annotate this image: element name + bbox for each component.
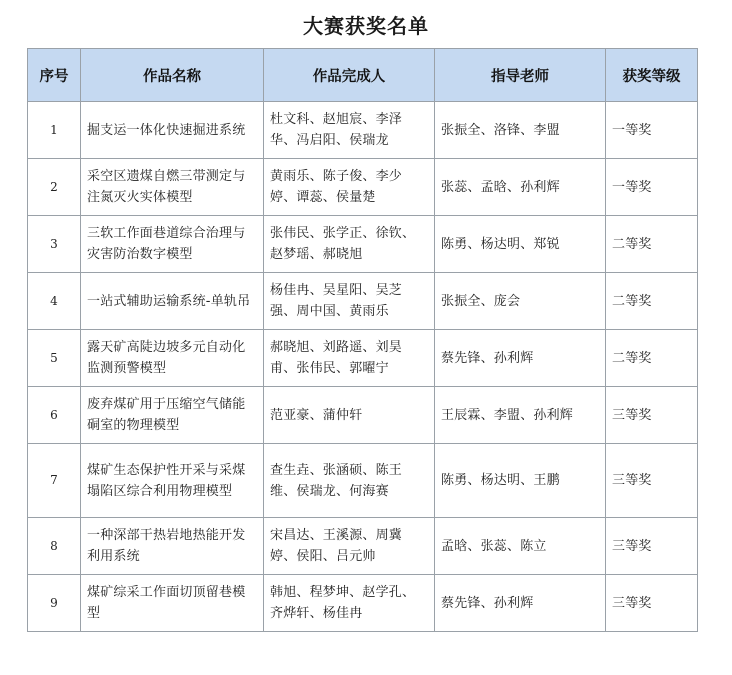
cell-work-name: 三软工作面巷道综合治理与灾害防治数字模型 xyxy=(81,216,264,273)
cell-serial: 1 xyxy=(28,102,81,159)
cell-award: 三等奖 xyxy=(606,575,698,632)
cell-members: 郝晓旭、刘路遥、刘昊甫、张伟民、郭曜宁 xyxy=(264,330,435,387)
cell-members: 宋昌达、王溪源、周冀婷、侯阳、吕元帅 xyxy=(264,518,435,575)
header-advisors: 指导老师 xyxy=(435,49,606,102)
cell-advisors: 张振全、洛锋、李盟 xyxy=(435,102,606,159)
table-row xyxy=(28,216,698,273)
cell-serial: 2 xyxy=(28,159,81,216)
cell-serial: 5 xyxy=(28,330,81,387)
cell-advisors: 蔡先锋、孙利辉 xyxy=(435,575,606,632)
cell-award: 一等奖 xyxy=(606,159,698,216)
cell-work-name: 煤矿综采工作面切顶留巷模型 xyxy=(81,575,264,632)
cell-advisors: 蔡先锋、孙利辉 xyxy=(435,330,606,387)
cell-award: 二等奖 xyxy=(606,216,698,273)
header-work-name: 作品名称 xyxy=(81,49,264,102)
header-members: 作品完成人 xyxy=(264,49,435,102)
table-row xyxy=(28,575,698,632)
table-row xyxy=(28,518,698,575)
cell-work-name: 掘支运一体化快速掘进系统 xyxy=(81,102,264,159)
table-row xyxy=(28,387,698,444)
cell-advisors: 张振全、庞会 xyxy=(435,273,606,330)
cell-work-name: 采空区遗煤自燃三带测定与注氮灭火实体模型 xyxy=(81,159,264,216)
cell-serial: 3 xyxy=(28,216,81,273)
table-row xyxy=(28,273,698,330)
cell-award: 三等奖 xyxy=(606,387,698,444)
cell-serial: 4 xyxy=(28,273,81,330)
cell-work-name: 露天矿高陡边坡多元自动化监测预警模型 xyxy=(81,330,264,387)
header-award-level: 获奖等级 xyxy=(606,49,698,102)
awards-table xyxy=(27,48,698,632)
cell-members: 杨佳冉、吴星阳、吴芝强、周中国、黄雨乐 xyxy=(264,273,435,330)
cell-work-name: 一站式辅助运输系统-单轨吊 xyxy=(81,273,264,330)
cell-serial: 9 xyxy=(28,575,81,632)
cell-award: 三等奖 xyxy=(606,444,698,518)
cell-members: 查生垚、张涵硕、陈王维、侯瑞龙、何海赛 xyxy=(264,444,435,518)
header-serial: 序号 xyxy=(28,49,81,102)
table-row xyxy=(28,159,698,216)
cell-members: 张伟民、张学正、徐钦、赵梦瑶、郝晓旭 xyxy=(264,216,435,273)
table-row xyxy=(28,444,698,518)
cell-members: 范亚豪、蒲仲轩 xyxy=(264,387,435,444)
cell-advisors: 张蕊、孟晗、孙利辉 xyxy=(435,159,606,216)
cell-members: 黄雨乐、陈子俊、李少婷、谭蕊、侯量楚 xyxy=(264,159,435,216)
cell-work-name: 一种深部干热岩地热能开发利用系统 xyxy=(81,518,264,575)
cell-serial: 6 xyxy=(28,387,81,444)
cell-award: 一等奖 xyxy=(606,102,698,159)
cell-serial: 8 xyxy=(28,518,81,575)
table-row xyxy=(28,102,698,159)
cell-award: 三等奖 xyxy=(606,518,698,575)
cell-advisors: 陈勇、杨达明、王鹏 xyxy=(435,444,606,518)
cell-work-name: 煤矿生态保护性开采与采煤塌陷区综合利用物理模型 xyxy=(81,444,264,518)
cell-award: 二等奖 xyxy=(606,330,698,387)
table-row xyxy=(28,330,698,387)
cell-advisors: 王辰霖、李盟、孙利辉 xyxy=(435,387,606,444)
cell-serial: 7 xyxy=(28,444,81,518)
page-title: 大赛获奖名单 xyxy=(303,14,429,38)
cell-advisors: 孟晗、张蕊、陈立 xyxy=(435,518,606,575)
table-header-row xyxy=(28,49,698,102)
cell-advisors: 陈勇、杨达明、郑锐 xyxy=(435,216,606,273)
cell-award: 二等奖 xyxy=(606,273,698,330)
cell-members: 韩旭、程梦坤、赵学孔、齐烨轩、杨佳冉 xyxy=(264,575,435,632)
cell-members: 杜文科、赵旭宸、李泽华、冯启阳、侯瑞龙 xyxy=(264,102,435,159)
cell-work-name: 废弃煤矿用于压缩空气储能硐室的物理模型 xyxy=(81,387,264,444)
